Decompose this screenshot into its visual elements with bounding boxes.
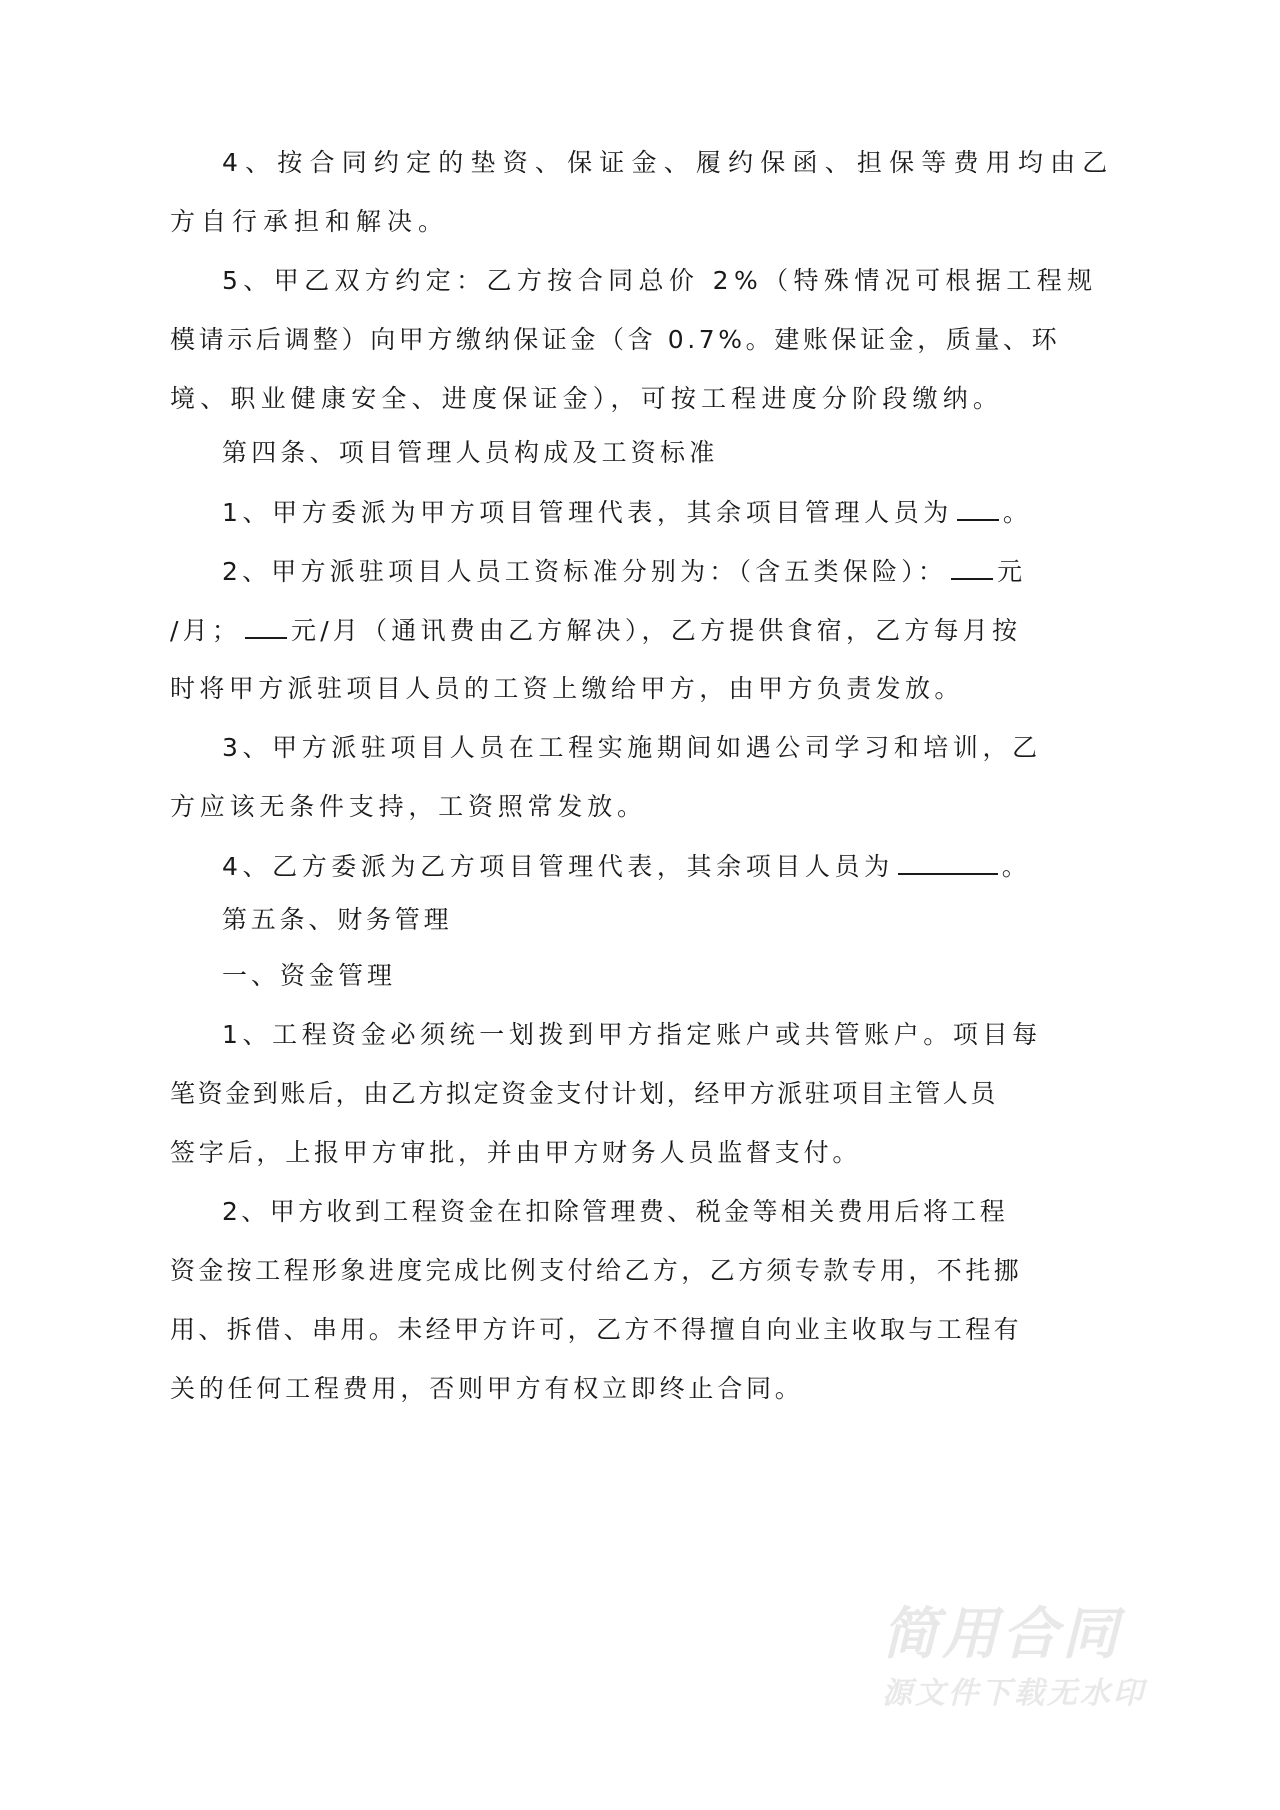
item-2-unit: 元	[997, 557, 1027, 586]
item-1-text: 1、甲方委派为甲方项目管理代表，其余项目管理人员为	[222, 498, 953, 527]
article-4-heading: 第四条、项目管理人员构成及工资标准	[222, 438, 719, 467]
fill-in-blank-salary-1[interactable]	[951, 556, 993, 580]
item-1-end: 。	[1002, 498, 1033, 527]
item-4-text: 4、乙方委派为乙方项目管理代表，其余项目人员为	[222, 852, 894, 881]
article-4-item-3-line-2: 方应该无条件支持，工资照常发放。	[170, 792, 647, 821]
fill-in-blank-staff[interactable]	[957, 497, 999, 521]
article-4-item-2-line-2	[170, 615, 1021, 646]
item-2-cont-start: /月；	[170, 616, 242, 645]
section-1-item-2-line-1: 2、甲方收到工程资金在扣除管理费、税金等相关费用后将工程	[222, 1197, 1009, 1226]
clause-5-line-2: 模请示后调整）向甲方缴纳保证金（含 0.7%。建账保证金，质量、环	[170, 325, 1061, 354]
section-1-item-2-line-4: 关的任何工程费用，否则甲方有权立即终止合同。	[170, 1374, 804, 1403]
item-2-cont-end: 元/月（通讯费由乙方解决），乙方提供食宿，乙方每月按	[291, 616, 1022, 645]
item-4-end: 。	[1001, 852, 1032, 881]
clause-4-line-2: 方自行承担和解决。	[170, 207, 450, 236]
clause-5-line-3: 境、职业健康安全、进度保证金），可按工程进度分阶段缴纳。	[170, 384, 1004, 413]
section-1-item-2-line-3: 用、拆借、串用。未经甲方许可，乙方不得擅自向业主收取与工程有	[170, 1315, 1023, 1344]
fill-in-blank-party-b-staff[interactable]	[898, 851, 998, 875]
section-1-heading: 一、资金管理	[222, 961, 397, 990]
section-1-item-1-line-3: 签字后，上报甲方审批，并由甲方财务人员监督支付。	[170, 1138, 862, 1167]
item-2-text: 2、甲方派驻项目人员工资标准分别为：（含五类保险）：	[222, 557, 948, 586]
watermark-title: 简用合同	[882, 1602, 1122, 1667]
watermark-subtitle: 源文件下载无水印	[882, 1676, 1146, 1711]
article-4-item-4	[222, 851, 1031, 882]
clause-5-line-1: 5、甲乙双方约定：乙方按合同总价 2%（特殊情况可根据工程规	[222, 266, 1098, 295]
article-4-item-3-line-1: 3、甲方派驻项目人员在工程实施期间如遇公司学习和培训，乙	[222, 733, 1042, 762]
section-1-item-1-line-2: 笔资金到账后，由乙方拟定资金支付计划，经甲方派驻项目主管人员	[170, 1079, 999, 1108]
article-4-item-1	[222, 497, 1033, 528]
section-1-item-2-line-2: 资金按工程形象进度完成比例支付给乙方，乙方须专款专用，不扥挪	[170, 1256, 1023, 1285]
article-5-heading: 第五条、财务管理	[222, 905, 453, 934]
fill-in-blank-salary-2[interactable]	[245, 615, 287, 639]
article-4-item-2-line-3: 时将甲方派驻项目人员的工资上缴给甲方，由甲方负责发放。	[170, 674, 964, 703]
article-4-item-2-line-1	[222, 556, 1026, 587]
clause-4-line-1: 4、按合同约定的垫资、保证金、履约保函、担保等费用均由乙	[222, 148, 1115, 177]
section-1-item-1-line-1: 1、工程资金必须统一划拨到甲方指定账户或共管账户。项目每	[222, 1020, 1042, 1049]
